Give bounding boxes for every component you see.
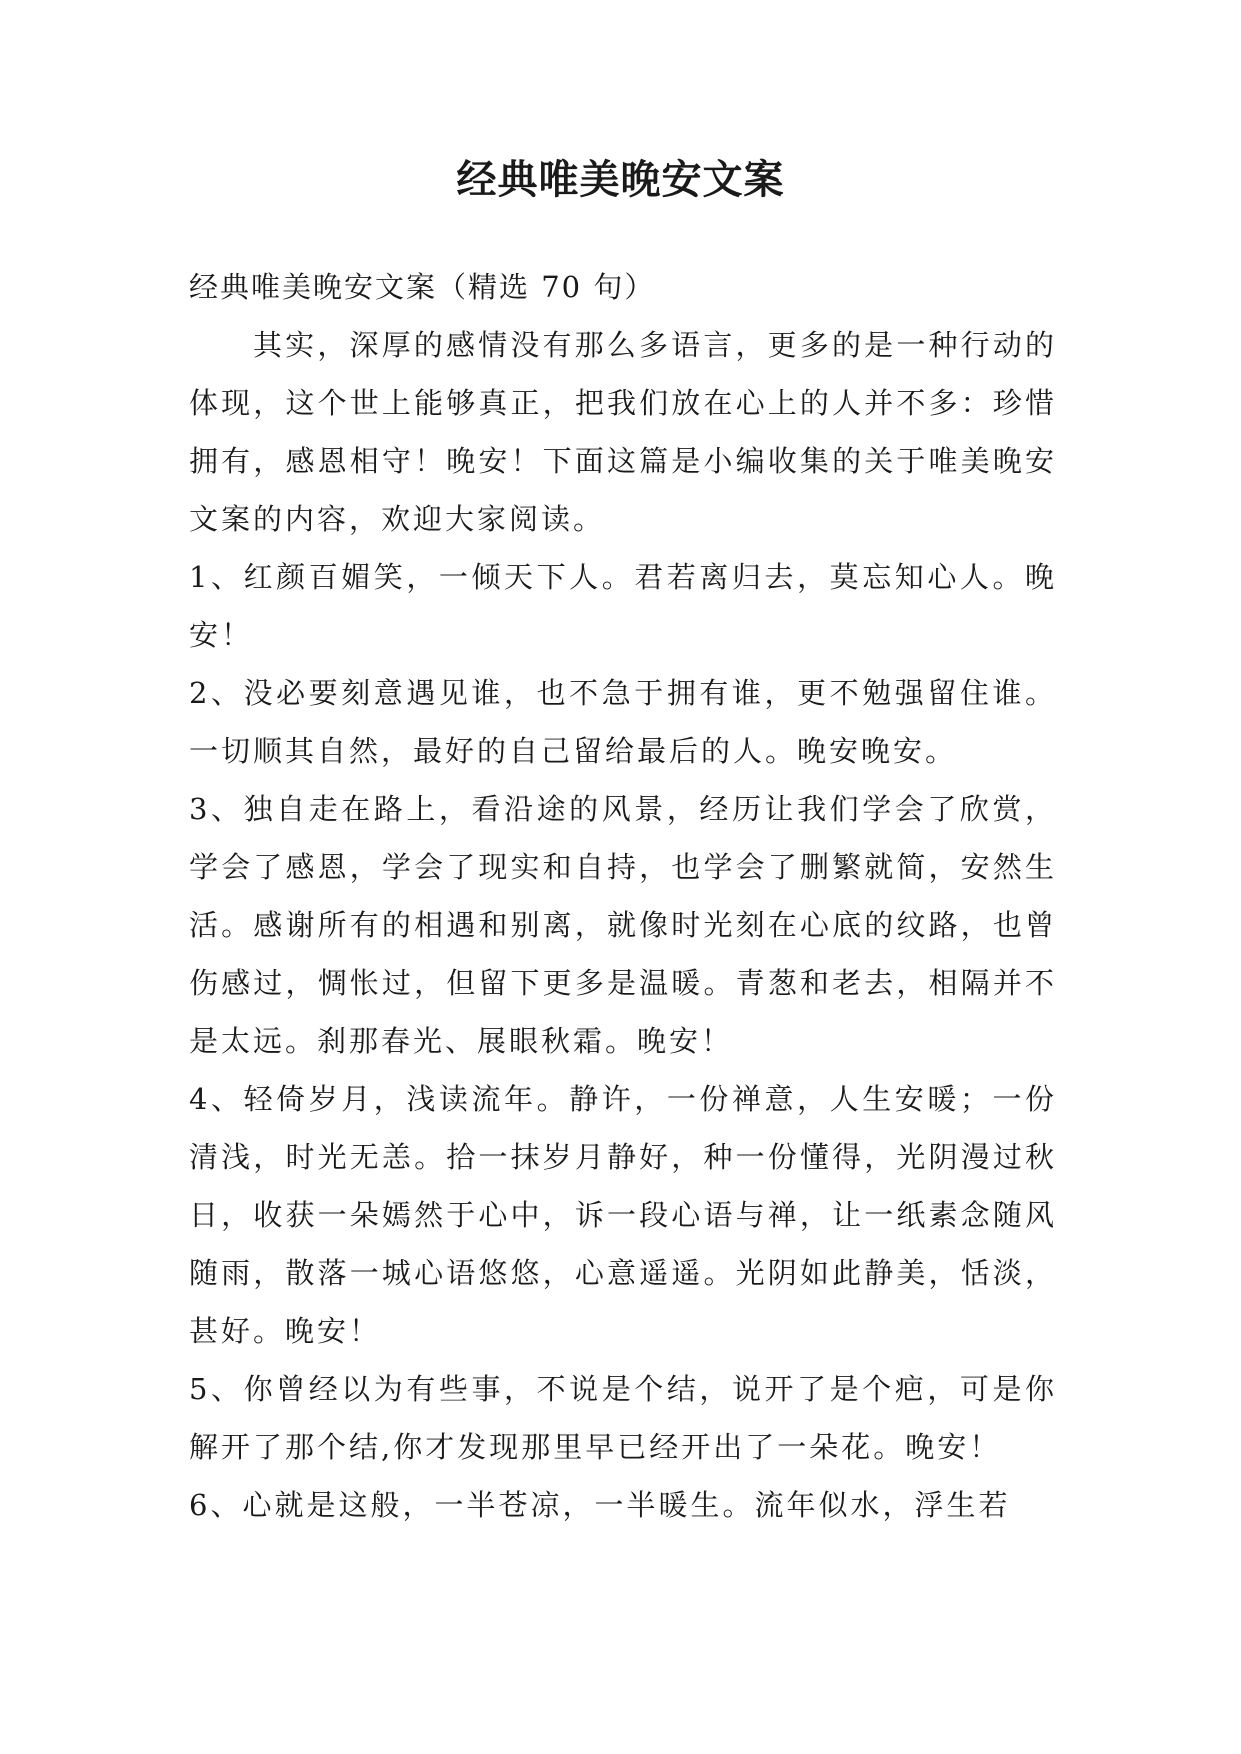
intro-paragraph: 其实，深厚的感情没有那么多语言，更多的是一种行动的体现，这个世上能够真正，把我们放在心上的人并不多：珍惜拥有，感恩相守！晚安！下面这篇是小编收集的关于唯美晚安文案的内容，欢迎大家阅读。 xyxy=(189,328,1057,536)
document-title: 经典唯美晚安文案 xyxy=(456,156,785,203)
document-body xyxy=(189,258,1057,1534)
list-item: 6、心就是这般，一半苍凉，一半暖生。流年似水，浮生若 xyxy=(189,1488,1011,1522)
document-subtitle: 经典唯美晚安文案（精选 70 句） xyxy=(189,270,656,304)
list-item: 1、红颜百媚笑，一倾天下人。君若离归去，莫忘知心人。晚安！ xyxy=(189,560,1057,652)
list-item: 3、独自走在路上，看沿途的风景，经历让我们学会了欣赏，学会了感恩，学会了现实和自持，也学会了删繁就简，安然生活。感谢所有的相遇和别离，就像时光刻在心底的纹路，也曾伤感过，惆怅过，但留下更多是温暖。青葱和老去，相隔并不是太远。刹那春光、展眼秋霜。晚安！ xyxy=(189,792,1057,1058)
list-item: 4、轻倚岁月，浅读流年。静许，一份禅意，人生安暖；一份清浅，时光无恙。拾一抹岁月静好，种一份懂得，光阴漫过秋日，收获一朵嫣然于心中，诉一段心语与禅，让一纸素念随风随雨，散落一城心语悠悠，心意遥遥。光阴如此静美，恬淡，甚好。晚安！ xyxy=(189,1082,1057,1348)
list-item: 2、没必要刻意遇见谁，也不急于拥有谁，更不勉强留住谁。一切顺其自然，最好的自己留给最后的人。晚安晚安。 xyxy=(189,676,1057,768)
list-item: 5、你曾经以为有些事，不说是个结，说开了是个疤，可是你解开了那个结,你才发现那里早已经开出了一朵花。晚安！ xyxy=(189,1372,1057,1464)
